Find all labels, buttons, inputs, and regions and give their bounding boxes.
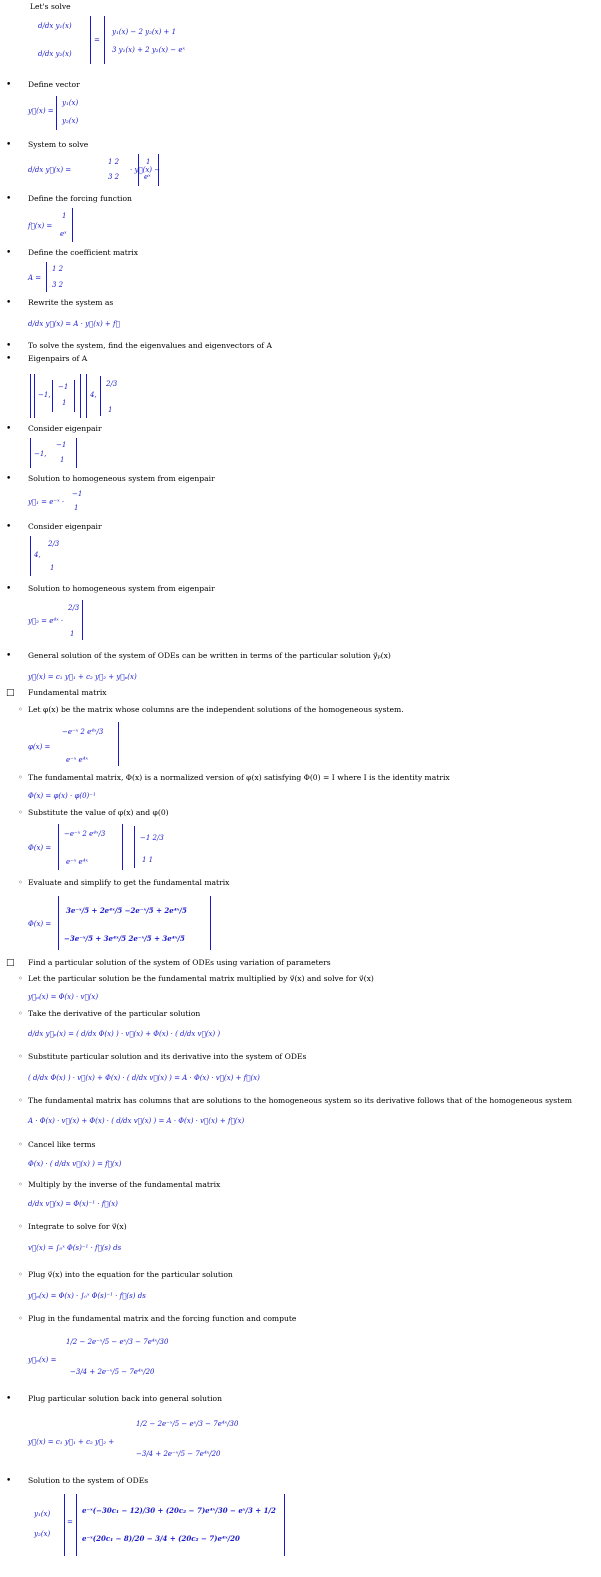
ode-lhs-2: d/dx y₂(x) [38,50,72,58]
step-text: Define the forcing function [28,194,132,203]
section-heading: Fundamental matrix [28,688,107,697]
step-text: Integrate to solve for v⃗(x) [28,1222,127,1231]
step-text: Evaluate and simplify to get the fundamental matrix [28,878,230,887]
step-text: Plug particular solution back into general solution [28,1394,222,1403]
step-text: Solution to homogeneous system from eigenpair [28,474,215,483]
ode-rhs-2: 3 y₁(x) + 2 y₂(x) − eˣ [112,46,185,54]
step-text: To solve the system, find the eigenvalues and eigenvectors of A [28,341,272,350]
step-text: Define the coefficient matrix [28,248,139,257]
collapse-toggle[interactable]: □ [6,688,15,698]
step-text: Rewrite the system as [28,298,114,307]
step-text: Solution to the system of ODEs [28,1476,149,1485]
step-text: Plug in the fundamental matrix and the forcing function and compute [28,1314,297,1323]
step-math: y⃗(x) = [28,107,54,115]
step-text: General solution of the system of ODEs can be written in terms of the particular solution y⃗ₚ(x) [28,651,391,660]
step-text: Consider eigenpair [28,522,102,531]
step-text: Let the particular solution be the fundamental matrix multiplied by v⃗(x) and solve for v⃗(x) [28,974,374,983]
intro-text: Let's solve [30,2,71,11]
step-text: Take the derivative of the particular solution [28,1009,201,1018]
step-text: Multiply by the inverse of the fundamental matrix [28,1180,221,1189]
section-heading: Find a particular solution of the system of ODEs using variation of parameters [28,958,331,967]
step-text: The fundamental matrix has columns that are solutions to the homogeneous system so its derivative follows that of the homogeneous system [28,1096,572,1105]
step-text: System to solve [28,140,89,149]
ode-lhs-1: d/dx y₁(x) [38,22,72,30]
step-text: Solution to homogeneous system from eigenpair [28,584,215,593]
step-text: Substitute particular solution and its derivative into the system of ODEs [28,1052,307,1061]
step-text: Cancel like terms [28,1140,96,1149]
step-text: Consider eigenpair [28,424,102,433]
step-text: Substitute the value of φ(x) and φ(0) [28,808,169,817]
ode-rhs-1: y₁(x) − 2 y₂(x) + 1 [112,28,177,36]
equals: = [94,36,100,44]
step-text: Define vector [28,80,80,89]
worksheet: Let's solve d/dx y₁(x) d/dx y₂(x) = y₁(x) − 2 y₂(x) + 1 3 y₁(x) + 2 y₂(x) − eˣ • Define vector y⃗(x) = y₁(x) y₂(x) • System to solve d/dx y⃗(x) = 1 2 3 2 · y⃗(x) − 1 eˣ • Define the forcing function f⃗(x) = 1 eˣ • Define the coefficient matrix A = 1 2 3 2 • Rewrite the system as d/dx y⃗(x) = A · y⃗(x) + f⃗ • To solve the system, find the eigenvalues and eigenvectors of A • Eigenpairs of A −1, −1 1 4, 2/3 1 • Consider eigenpair −1, −1 1 • Solution to homogeneous system from eigenpair y⃗₁ = e⁻ˣ · −1 1 • Consider eigenpair 4, 2/3 1 • Solution to homogeneous system from eigenpair y⃗₂ = e⁴ˣ · 2/3 1 • General solution of the system of ODEs can be written in terms of the particular solution y⃗ₚ(x) y⃗(x) = c₁ y⃗₁ + c₂ y⃗₂ + y⃗ₚ(x) □ Fundamental matrix ◦ Let φ(x) be the matrix whose columns are the independent solutions of the homogeneous system. φ(x) = −e⁻ˣ 2 e⁴ˣ/3 e⁻ˣ e⁴ˣ ◦ The fundamental matrix, Φ(x) is a normalized version of φ(x) satisfying Φ(0) = I where I is the identity matrix Φ(x) = φ(x) · φ(0)⁻¹ ◦ Substitute the value of φ(x) and φ(0) Φ(x) = −e⁻ˣ 2 e⁴ˣ/3 e⁻ˣ e⁴ˣ −1 2/3 1 1 ◦ Evaluate and simplify to get the fundamental matrix Φ(x) = 3e⁻ˣ/5 + 2e⁴ˣ/5 −2e⁻ˣ/5 + 2e⁴ˣ/5 −3e⁻ˣ/5 + 3e⁴ˣ/5 2e⁻ˣ/5 + 3e⁴ˣ/5 □ Find a particular solution of the system of ODEs using variation of parameters ◦ Let the particular solution be the fundamental matrix multiplied by v⃗(x) and solve for v⃗(x) y⃗ₚ(x) = Φ(x) · v⃗(x) ◦ Take the derivative of the particular solution d/dx y⃗ₚ(x) = ( d/dx Φ(x) ) · v⃗(x) + Φ(x) · ( d/dx v⃗(x) ) ◦ Substitute particular solution and its derivative into the system of ODEs ( d/dx Φ(x) ) · v⃗(x) + Φ(x) · ( d/dx v⃗(x) ) = A · Φ(x) · v⃗(x) + f⃗(x) ◦ The fundamental matrix has columns that are solutions to the homogeneous system so its derivative follows that of the homogeneous system A · Φ(x) · v⃗(x) + Φ(x) · ( d/dx v⃗(x) ) = A · Φ(x) · v⃗(x) + f⃗(x) ◦ Cancel like terms Φ(x) · ( d/dx v⃗(x) ) = f⃗(x) ◦ Multiply by the inverse of the fundamental matrix d/dx v⃗(x) = Φ(x)⁻¹ · f⃗(x) ◦ Integrate to solve for v⃗(x) v⃗(x) = ∫₀ˣ Φ(s)⁻¹ · f⃗(s) ds ◦ Plug v⃗(x) into the equation for the particular solution y⃗ₚ(x) = Φ(x) · ∫₀ˣ Φ(s)⁻¹ · f⃗(s) ds ◦ Plug in the fundamental matrix and the forcing function and compute y⃗ₚ(x) = 1/2 − 2e⁻ˣ/5 − eˣ/3 − 7e⁴ˣ/30 −3/4 + 2e⁻ˣ/5 − 7e⁴ˣ/20 • Plug particular solution back into general solution y⃗(x) = c₁ y⃗₁ + c₂ y⃗₂ + 1/2 − 2e⁻ˣ/5 − eˣ/3 − 7e⁴ˣ/30 −3/4 + 2e⁻ˣ/5 − 7e⁴ˣ/20 • Solution to the system of ODEs y₁(x) y₂(x) = e⁻ˣ(−30c₁ − 12)/30 + (20c₂ − 7)e⁴ˣ/30 − eˣ/3 + 1/2 e⁻ˣ(20c₁ − 8)/20 − 3/4 + (20c₂ − 7)e⁴ˣ/20 [0,0,601,1577]
bracket [90,16,91,64]
bracket [104,16,105,64]
step-text: Plug v⃗(x) into the equation for the particular solution [28,1270,233,1279]
step-text: Let φ(x) be the matrix whose columns are the independent solutions of the homogeneous system. [28,705,404,714]
collapse-toggle[interactable]: □ [6,958,15,968]
step-text: The fundamental matrix, Φ(x) is a normalized version of φ(x) satisfying Φ(0) = I where I is the identity matrix [28,773,450,782]
step-text: Eigenpairs of A [28,354,88,363]
